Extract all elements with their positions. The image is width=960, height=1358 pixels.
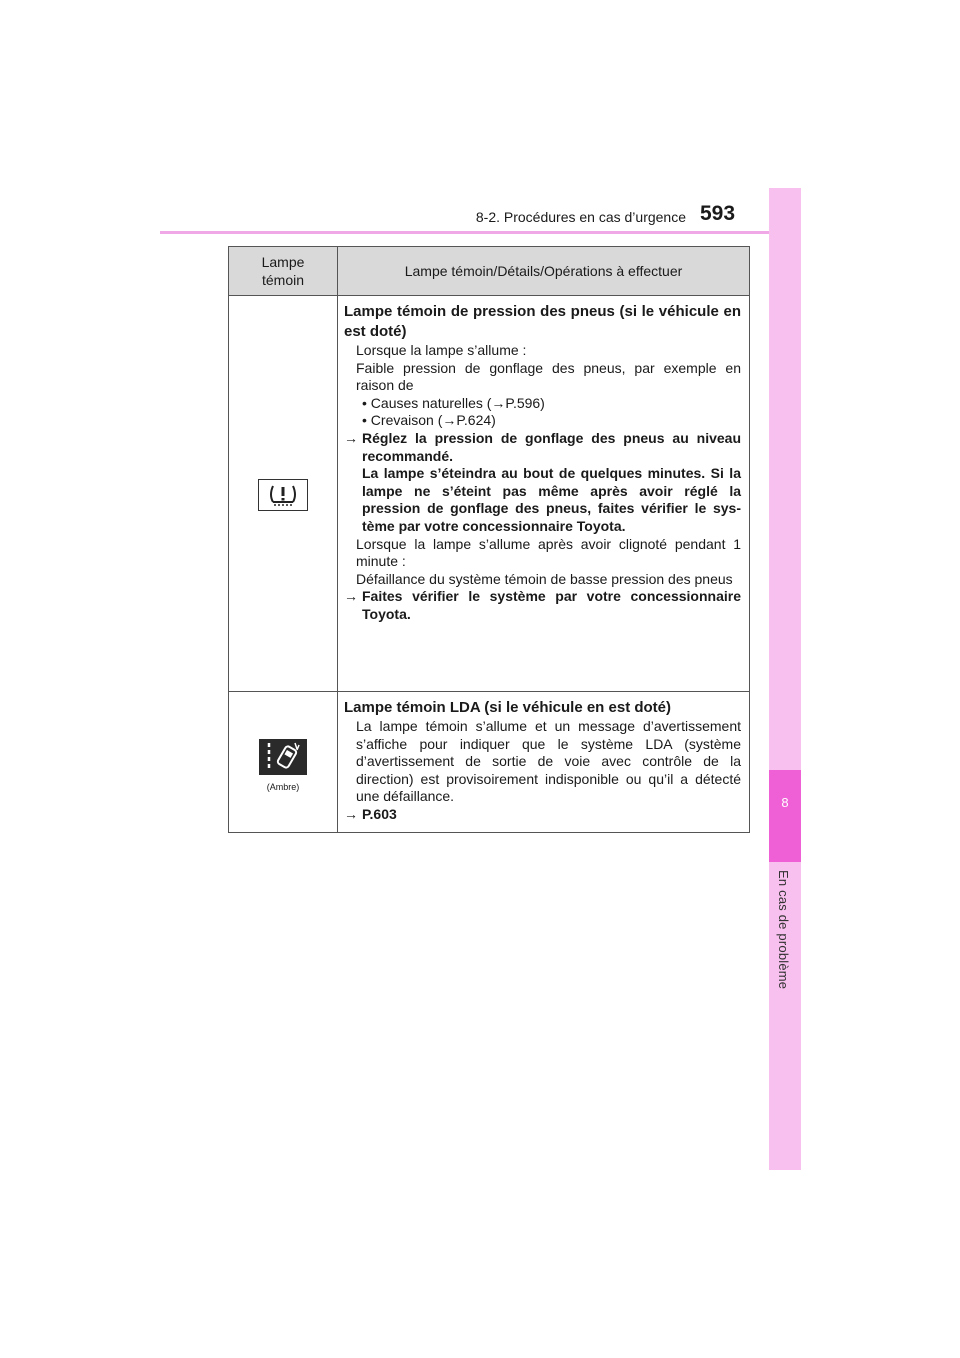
text-line: Défaillance du système témoin de basse pression des pneus — [356, 570, 733, 587]
description-cell — [338, 296, 750, 692]
tire-pressure-warning-icon — [258, 479, 308, 511]
col-header-details: Lampe témoin/Détails/Opérations à effectuer — [338, 247, 750, 296]
action-item — [344, 806, 741, 824]
icon-cell — [229, 296, 338, 692]
icon-cell — [229, 692, 338, 833]
chapter-side-tab-active[interactable] — [769, 770, 801, 862]
chapter-side-tab — [769, 188, 801, 1170]
page-number: 593 — [700, 202, 736, 225]
table-header-row — [229, 247, 750, 296]
arrow-icon: → — [344, 805, 358, 822]
action-item — [344, 588, 741, 623]
action-text: Faites vérifier le système par votre concessionnaire Toyota. — [362, 588, 741, 622]
description-cell — [338, 692, 750, 833]
icon-caption: (Ambre) — [266, 782, 300, 793]
entry-title: Lampe témoin LDA (si le véhicule en est doté) — [344, 699, 672, 716]
action-detail-text: La lampe s’éteindra au bout de quelques minutes. Si la lampe ne s’éteint pas même après avoir réglé la pression de gonflage des pneus, faites vérifier le sys-tème par votre concessionnaire Toyota. — [362, 465, 741, 534]
text-line: Faible pression de gonflage des pneus, par exemple en raison de — [356, 359, 741, 394]
bullet-item: • Causes naturelles (→P.596) — [362, 394, 545, 411]
section-title: 8-2. Procédures en cas d’urgence — [475, 209, 686, 225]
arrow-icon: → — [344, 429, 358, 446]
action-item — [344, 430, 741, 465]
table-row — [229, 692, 750, 833]
text-line: La lampe témoin s’allume et un message d’avertissement s’affiche pour indiquer que le système LDA (système d’avertissement de sortie de voie avec contrôle de la direction) est provisoirement indisponible ou qu’il a détecté une défaillance. — [356, 718, 741, 805]
lane-departure-alert-icon — [259, 739, 307, 775]
action-detail — [344, 465, 741, 535]
text-line: Lorsque la lampe s’allume : — [356, 342, 527, 358]
chapter-number: 8 — [781, 795, 789, 810]
table-row — [229, 296, 750, 692]
action-text: Réglez la pression de gonflage des pneus au niveau recommandé. — [362, 429, 741, 464]
bullet-item: • Crevaison (→P.624) — [362, 412, 496, 429]
entry-title: Lampe témoin de pression des pneus (si le véhicule en est doté) — [344, 303, 741, 340]
col-header-lamp: Lampe témoin — [229, 247, 338, 296]
page-reference[interactable]: P.603 — [362, 805, 397, 822]
arrow-icon: → — [344, 588, 358, 605]
chapter-label: En cas de problème — [776, 870, 791, 990]
header-rule — [160, 231, 800, 234]
text-line: Lorsque la lampe s’allume après avoir clignoté pendant 1 minute : — [356, 535, 741, 570]
warning-lights-table — [228, 246, 750, 833]
